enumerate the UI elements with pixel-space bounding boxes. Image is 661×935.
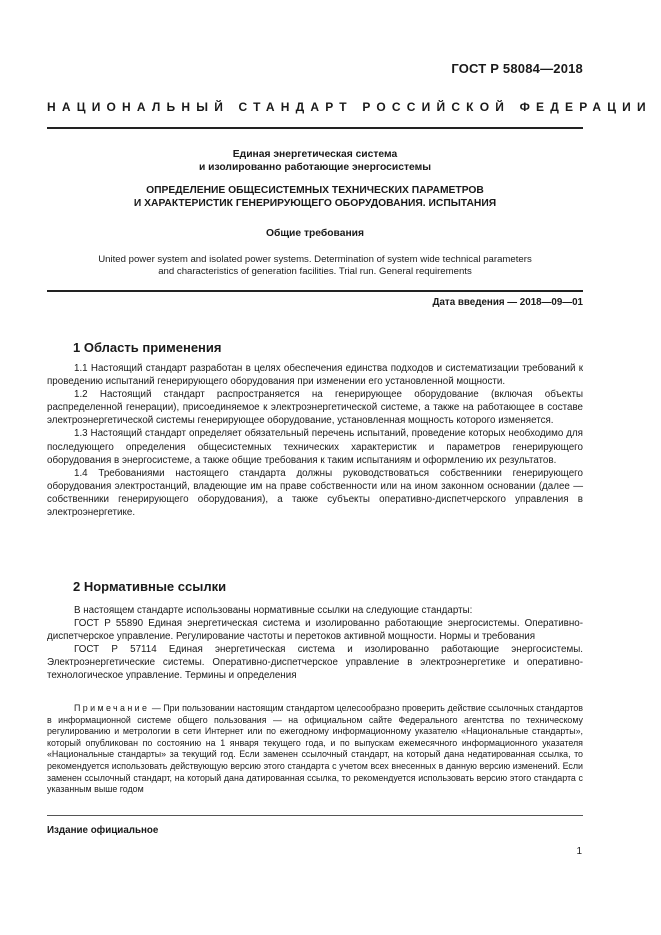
section-2-heading: 2 Нормативные ссылки <box>73 579 227 594</box>
paragraph-1-2: 1.2 Настоящий стандарт распространяется на генерирующее оборудование (включая объекты распределенной генерации), присоединяемое к электроэнергетической системе, а также на работающее в составе электроэнергетической системы генерирующее оборудование, установленная мощность которого изменяется. <box>47 389 583 427</box>
paragraph-1-1: 1.1 Настоящий стандарт разработан в целях обеспечения единства подходов и систематизации требований к проведению испытаний генерирующего оборудования при изменении его установленной мощности. <box>47 363 583 388</box>
section-2-body <box>47 604 583 683</box>
note-text: — При пользовании настоящим стандартом целесообразно проверить действие ссылочных стандартов в информационной системе общего пользования — на официальном сайте Федерального агентства по техническому регулированию и метрологии в сети Интернет или по ежегодному информационному указателю «Национальные стандарты», который опубликован по состоянию на 1 января текущего года, и по выпускам ежемесячного информационного указателя «Национальные стандарты» за текущий год. Если заменен ссылочный стандарт, на который дана недатированная ссылка, то рекомендуется использовать действующую версию этого стандарта с учетом всех внесенных в данную версию изменений. Если заменен ссылочный стандарт, на который дана датированная ссылка, то рекомендуется использовать версию этого стандарта с указанным выше годом <box>47 703 583 795</box>
footer-rule <box>47 815 583 816</box>
section-1-heading: 1 Область применения <box>73 340 222 355</box>
introduction-date: Дата введения — 2018—09—01 <box>432 297 583 308</box>
gost-number: ГОСТ Р 58084—2018 <box>451 61 583 76</box>
system-title <box>47 148 583 174</box>
section-2-intro: В настоящем стандарте использованы нормативные ссылки на следующие стандарты: <box>74 605 473 616</box>
top-rule <box>47 127 583 129</box>
official-edition: Издание официальное <box>47 825 159 836</box>
general-requirements-title: Общие требования <box>265 228 365 239</box>
paragraph-1-3: 1.3 Настоящий стандарт определяет обязательный перечень испытаний, проведение которых необходимо для последующего определения общесистемных технических характеристик и параметров генерирующего оборудования в энергосистеме, а также общие требования к таким испытаниям и оформлению их результатов. <box>47 428 583 466</box>
standard-title <box>47 184 583 210</box>
english-title-line1: United power system and isolated power systems. Determination of system wide technical parameters <box>98 254 532 265</box>
note-paragraph <box>47 703 583 796</box>
system-title-line1: Единая энергетическая система <box>232 149 398 160</box>
bottom-rule <box>47 290 583 292</box>
note-label: Примечание <box>74 703 150 713</box>
paragraph-1-4: 1.4 Требованиями настоящего стандарта должны руководствоваться собственники генерирующего оборудования электростанций, владеющие им на праве собственности или на ином законном основании (далее — собственники генерирующего оборудования), а также субъекты оперативно-диспетчерского управления в электроэнергетике. <box>47 467 583 519</box>
standard-title-line2: И ХАРАКТЕРИСТИК ГЕНЕРИРУЮЩЕГО ОБОРУДОВАНИЯ. ИСПЫТАНИЯ <box>133 198 497 209</box>
system-title-line2: и изолированно работающие энергосистемы <box>198 162 431 173</box>
reference-gost-57114: ГОСТ Р 57114 Единая энергетическая система и изолированно работающие энергосистемы. Электроэнергетические системы. Оперативно-диспетчерское управление в электроэнергетике и оперативно-технологическое управление. Термины и определения <box>47 644 583 682</box>
page-number: 1 <box>576 846 582 857</box>
standard-title-line1: ОПРЕДЕЛЕНИЕ ОБЩЕСИСТЕМНЫХ ТЕХНИЧЕСКИХ ПАРАМЕТРОВ <box>146 185 484 196</box>
english-title-line2: and characteristics of generation facilities. Trial run. General requirements <box>158 266 472 277</box>
english-title <box>47 254 583 278</box>
reference-gost-55890: ГОСТ Р 55890 Единая энергетическая система и изолированно работающие энергосистемы. Оперативно-диспетчерское управление. Регулирование частоты и перетоков активной мощности. Нормы и требования <box>47 618 583 643</box>
national-standard-header: НАЦИОНАЛЬНЫЙ СТАНДАРТ РОССИЙСКОЙ ФЕДЕРАЦИИ <box>47 100 652 114</box>
section-1-body <box>47 362 583 519</box>
note-block <box>47 703 583 796</box>
